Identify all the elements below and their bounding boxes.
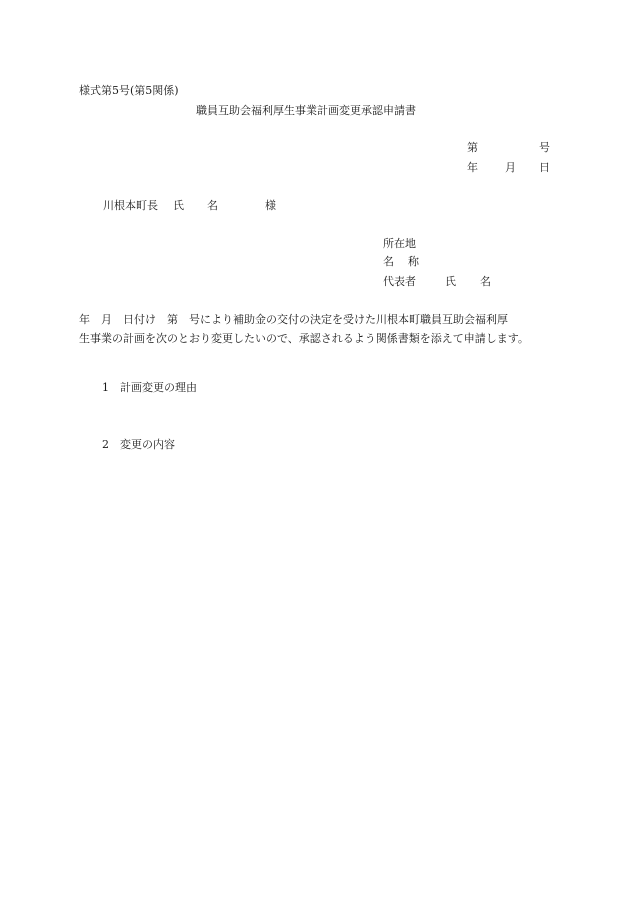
applicant-rep-name-part2: 名: [480, 275, 491, 288]
document-number-prefix: 第: [467, 141, 478, 154]
document-title: 職員互助会福利厚生事業計画変更承認申請書: [196, 104, 416, 117]
item-spacer: [109, 381, 120, 394]
item-label: 変更の内容: [120, 438, 175, 451]
applicant-name-label-part1: 名: [383, 255, 394, 268]
item-spacer: [109, 438, 120, 451]
addressee-title: 川根本町長: [103, 199, 158, 212]
date-day-label: 日: [539, 161, 550, 174]
addressee-name-part1: 氏: [173, 199, 184, 212]
item-number: 2: [102, 438, 109, 451]
addressee-honorific: 様: [265, 199, 276, 212]
body-text-line-2: 生事業の計画を次のとおり変更したいので、承認されるよう関係書類を添えて申請します。: [79, 332, 529, 345]
applicant-name-label-part2: 称: [408, 255, 419, 268]
document-number-suffix: 号: [539, 141, 550, 154]
addressee-name-part2: 名: [207, 199, 218, 212]
applicant-representative-label: 代表者: [383, 275, 416, 288]
item-reason: [88, 371, 197, 404]
date-year-label: 年: [467, 161, 478, 174]
applicant-address-label: 所在地: [383, 237, 416, 250]
applicant-rep-name-part1: 氏: [445, 275, 456, 288]
item-label: 計画変更の理由: [120, 381, 197, 394]
date-month-label: 月: [505, 161, 516, 174]
item-content: [88, 428, 175, 461]
body-text-line-1: 年 月 日付け 第 号により補助金の交付の決定を受けた川根本町職員互助会福利厚: [79, 313, 508, 326]
item-number: 1: [102, 381, 109, 394]
form-number: 様式第5号(第5関係): [79, 84, 179, 97]
